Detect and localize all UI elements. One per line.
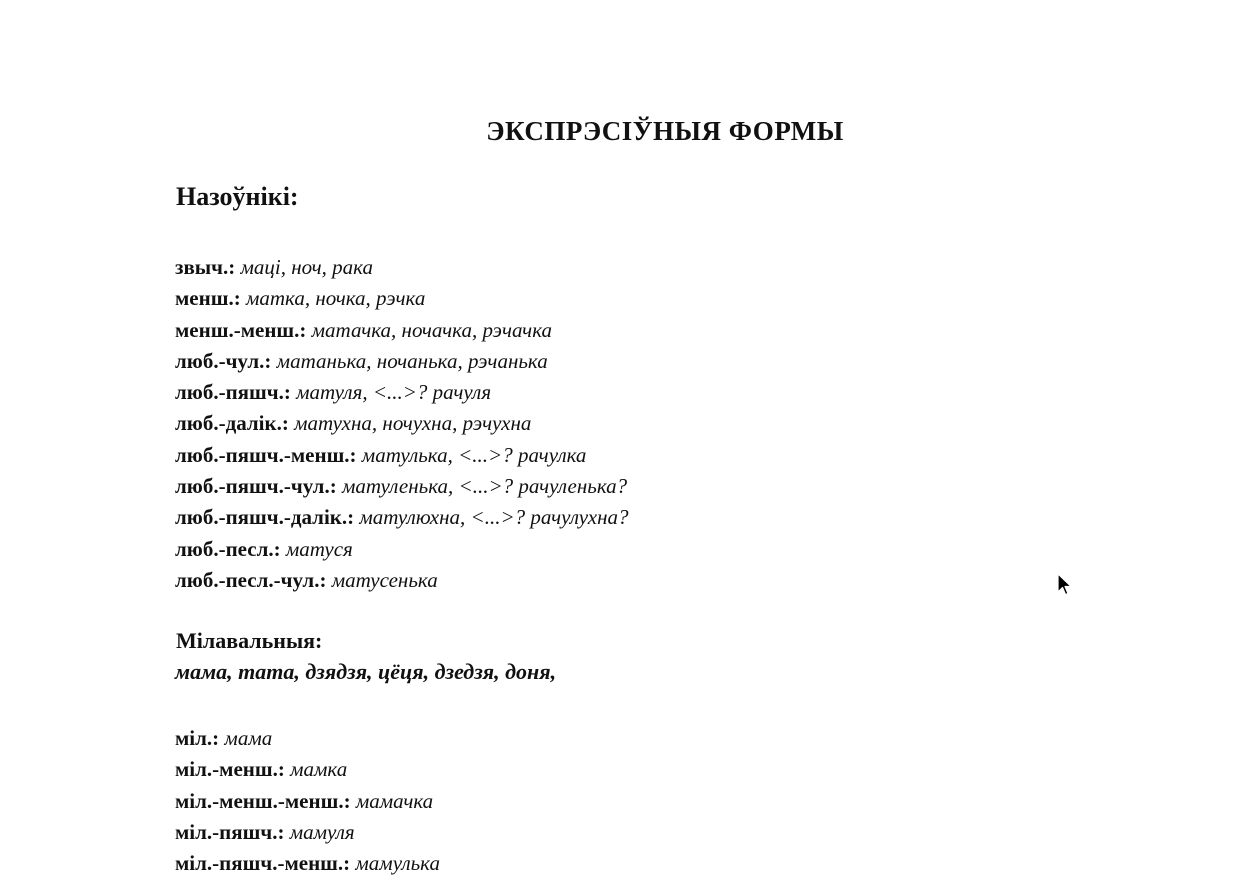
list-item bbox=[175, 471, 629, 502]
form-label: люб.-пяшч.-далік.: bbox=[175, 505, 355, 530]
affective-words: мама, тата, дзядзя, цёця, дзедзя, доня, bbox=[175, 659, 557, 684]
list-item bbox=[175, 723, 440, 754]
form-examples: матачка, ночачка, рэчачка bbox=[311, 317, 552, 342]
list-item bbox=[175, 408, 629, 439]
affective-forms-list bbox=[175, 723, 440, 879]
form-label: люб.-песл.-чул.: bbox=[175, 567, 327, 592]
list-item bbox=[175, 817, 440, 848]
affective-heading: Мілавальныя: bbox=[176, 628, 323, 653]
form-examples: матусенька bbox=[331, 567, 438, 592]
noun-forms-list bbox=[175, 252, 629, 596]
form-examples: мамка bbox=[290, 757, 348, 782]
form-label: міл.: bbox=[175, 726, 220, 750]
nouns-heading: Назоўнікі: bbox=[176, 182, 299, 211]
form-label: міл.-менш.: bbox=[175, 757, 285, 782]
form-examples: мамуля bbox=[289, 819, 355, 844]
form-examples: матуся bbox=[285, 536, 353, 561]
form-examples: мама bbox=[224, 726, 273, 750]
form-examples: матка, ночка, рэчка bbox=[245, 286, 426, 311]
list-item bbox=[175, 754, 440, 785]
list-item bbox=[175, 786, 440, 817]
form-label: менш.: bbox=[175, 286, 241, 311]
list-item bbox=[175, 534, 629, 565]
form-examples: матулюхна, <...>? рачулухна? bbox=[359, 505, 629, 530]
list-item bbox=[175, 252, 629, 283]
list-item bbox=[175, 502, 629, 533]
form-label: люб.-песл.: bbox=[175, 536, 281, 561]
form-examples: матуленька, <...>? рачуленька? bbox=[341, 474, 628, 499]
list-item bbox=[175, 377, 629, 408]
form-label: звыч.: bbox=[175, 255, 236, 279]
form-examples: матуля, <...>? рачуля bbox=[296, 380, 492, 405]
form-label: люб.-пяшч.-менш.: bbox=[175, 442, 357, 467]
form-label: міл.-пяшч.-менш.: bbox=[175, 851, 351, 876]
form-label: міл.-менш.-менш.: bbox=[175, 788, 351, 813]
form-label: менш.-менш.: bbox=[175, 317, 307, 342]
form-label: люб.-чул.: bbox=[175, 348, 272, 373]
form-examples: мамулька bbox=[355, 851, 440, 876]
form-examples: матанька, ночанька, рэчанька bbox=[276, 348, 548, 373]
document-title: ЭКСПРЭСІЎНЫЯ ФОРМЫ bbox=[486, 116, 844, 146]
form-examples: маці, ноч, рака bbox=[240, 255, 373, 279]
form-label: міл.-пяшч.: bbox=[175, 819, 285, 844]
form-examples: мамачка bbox=[355, 788, 434, 813]
list-item bbox=[175, 848, 440, 879]
form-examples: матулька, <...>? рачулка bbox=[361, 442, 587, 467]
mouse-pointer-icon bbox=[1057, 573, 1073, 597]
list-item bbox=[175, 315, 629, 346]
list-item bbox=[175, 283, 629, 314]
list-item bbox=[175, 346, 629, 377]
form-examples: матухна, ночухна, рэчухна bbox=[294, 411, 532, 436]
form-label: люб.-пяшч.-чул.: bbox=[175, 474, 337, 499]
list-item bbox=[175, 565, 629, 596]
list-item bbox=[175, 440, 629, 471]
form-label: люб.-пяшч.: bbox=[175, 380, 291, 405]
form-label: люб.-далік.: bbox=[175, 411, 289, 436]
